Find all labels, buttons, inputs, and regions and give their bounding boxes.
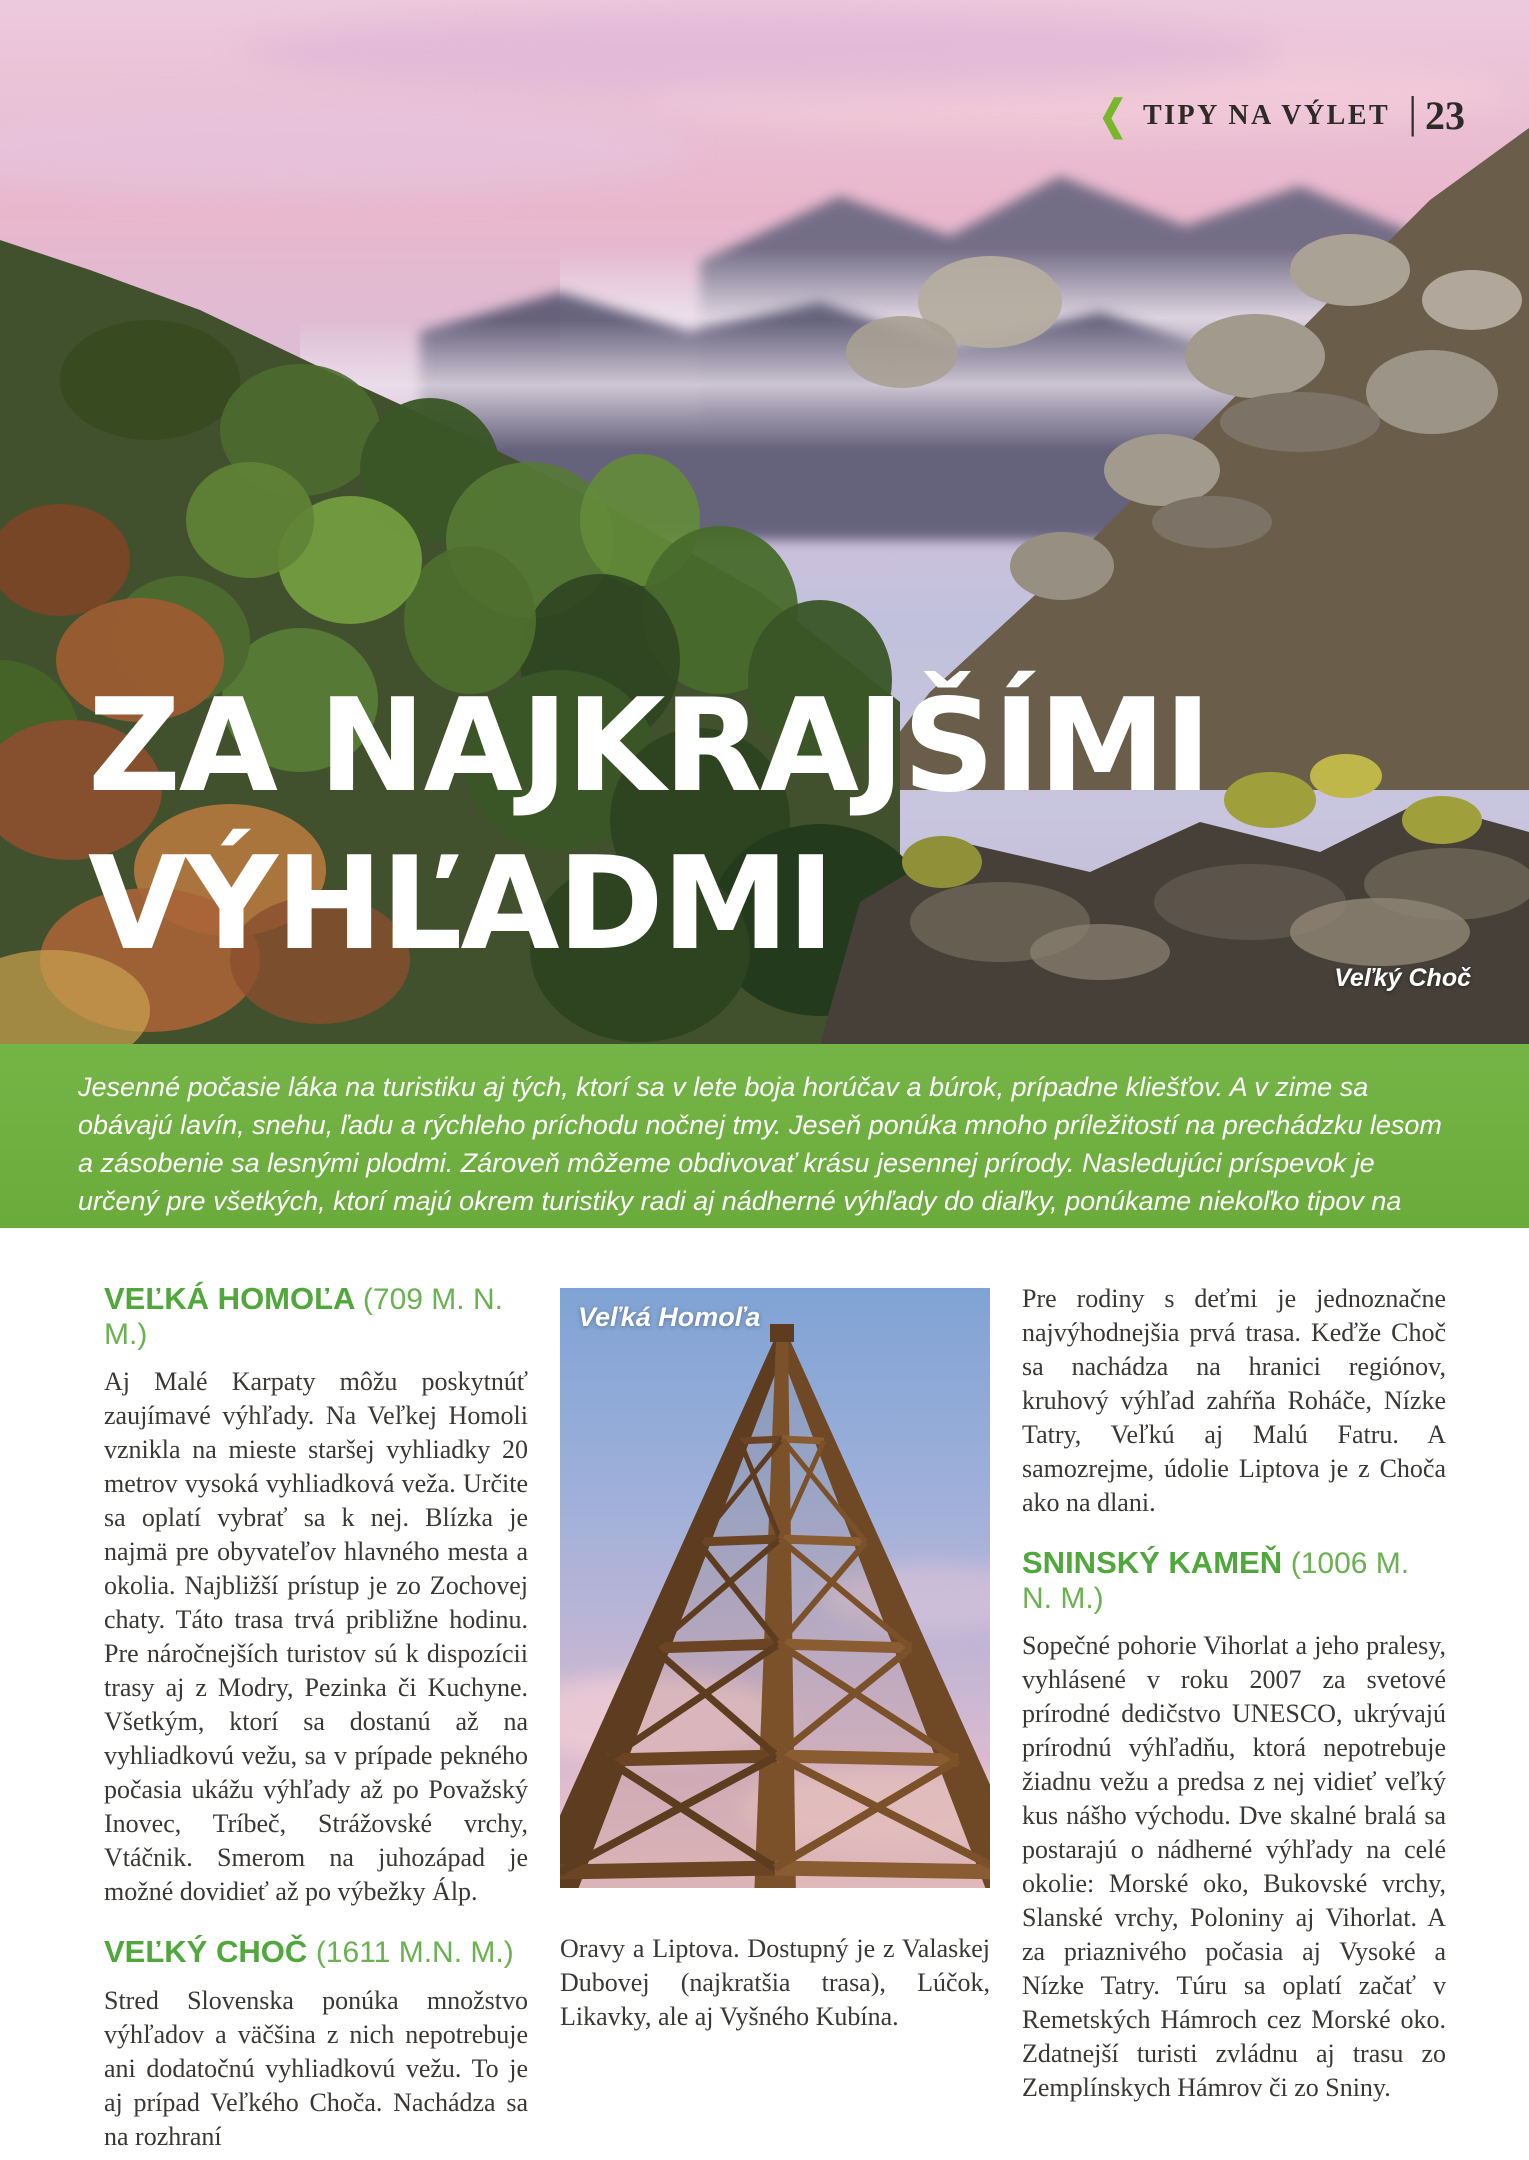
hero-photo [0, 0, 1529, 1044]
hero-title [88, 668, 1210, 984]
section-heading-velka-homola [104, 1282, 528, 1351]
hero-title-line1: ZA NAJKRAJŠÍMI [88, 672, 1210, 821]
section-title: VEĽKÝ CHOČ [104, 1934, 308, 1970]
section-title: VEĽKÁ HOMOĽA [104, 1281, 355, 1316]
section-body-continued: Oravy a Liptova. Dostupný je z Valaskej Dubovej (najkratšia trasa), Lúčok, Likavky, ale aj Vyšného Kubína. [560, 1934, 990, 2031]
intro-text: Jesenné počasie láka na turistiku aj tých, ktorí sa v lete boja horúčav a búrok, prípadne kliešťov. A v zime sa obávajú lavín, snehu, ľadu a rýchleho príchodu nočnej tmy. Jeseň ponúka mnoho príležitostí na prechádzku lesom a zásobenie sa lesnými plodmi. Zároveň môžeme obdivovať krásu jesennej prírody. Nasledujúci príspevok je určený pre všetkých, ktorí majú okrem turistiky radi aj nádherné výhľady do diaľky, ponúkame niekoľko tipov na výlet. [78, 1072, 1442, 1254]
lookout-tower-illustration [560, 1288, 990, 1888]
intro-band [0, 1044, 1529, 1254]
hero-photo-caption: Veľký Choč [1334, 964, 1471, 992]
section-altitude: (1611 M.N. M.) [315, 1936, 514, 1970]
hero-title-line2: VÝHĽADMI [88, 830, 833, 979]
article-column-1 [104, 1282, 528, 2154]
tower-photo [560, 1288, 990, 1888]
section-heading-velky-choc [104, 1935, 528, 1970]
page-header [1098, 87, 1465, 139]
page-number: 23 [1425, 93, 1465, 138]
section-title: SNINSKÝ KAMEŇ [1022, 1545, 1283, 1580]
tower-photo-caption: Veľká Homoľa [578, 1302, 761, 1332]
section-label: TIPY NA VÝLET [1142, 99, 1391, 131]
article-column-3 [1022, 1282, 1446, 2105]
back-chevron-icon: ❮ [1098, 92, 1127, 139]
section-body: Aj Malé Karpaty môžu poskytnúť zaujímavé výhľady. Na Veľkej Homoli vznikla na mieste staršej vyhliadky 20 metrov vysoká vyhliadková veža. Určite sa oplatí vybrať sa k nej. Blízka je najmä pre obyvateľov hlavného mesta a okolia. Najbližší prístup je zo Zochovej chaty. Táto trasa trvá približne hodinu. Pre náročnejších turistov sú k dispozícii trasy aj z Modry, Pezinka či Kuchyne. Všetkým, ktorí sa dostanú až na vyhliadkovú vežu, sa v prípade pekného počasia ukážu výhľady až po Považský Inovec, Tríbeč, Strážovské vrchy, Vtáčnik. Smerom na juhozápad je možné dovidieť až po výbežky Álp. [104, 1367, 528, 1907]
section-heading-sninsky-kamen [1022, 1546, 1446, 1615]
section-body-continued: Pre rodiny s deťmi je jednoznačne najvýhodnejšia prvá trasa. Keďže Choč sa nachádza na hranici regiónov, kruhový výhľad zahŕňa Roháče, Nízke Tatry, Veľkú aj Malú Fatru. A samozrejme, údolie Liptova je z Choča ako na dlani. [1022, 1284, 1446, 1517]
section-altitude: (1006 M. N. M.) [1022, 1547, 1410, 1615]
article-column-2 [560, 1288, 990, 2034]
section-body: Sopečné pohorie Vihorlat a jeho pralesy, vyhlásené v roku 2007 za svetové prírodné dedičstvo UNESCO, ukrývajú prírodnú výhľadňu, ktorá nepotrebuje žiadnu vežu a predsa z nej vidieť veľký kus nášho východu. Dve skalné bralá sa postarajú o nádherné výhľady na celé okolie: Morské oko, Bukovské vrchy, Slanské vrchy, Poloniny aj Vihorlat. A za priaznivého počasia aj Vysoké a Nízke Tatry. Túru sa oplatí začať v Remetských Hámroch cez Morské oko. Zdatnejší turisti zvládnu aj trasu zo Zemplínskych Hámrov či zo Sniny. [1022, 1631, 1446, 2103]
header-divider: | [1408, 87, 1417, 137]
section-body: Stred Slovenska ponúka množstvo výhľadov a väčšina z nich nepotrebuje ani dodatočnú vyhliadkovú vežu. To je aj prípad Veľkého Choča. Nachádza sa na rozhraní [104, 1986, 528, 2152]
section-altitude: (709 M. N. M.) [104, 1283, 503, 1351]
